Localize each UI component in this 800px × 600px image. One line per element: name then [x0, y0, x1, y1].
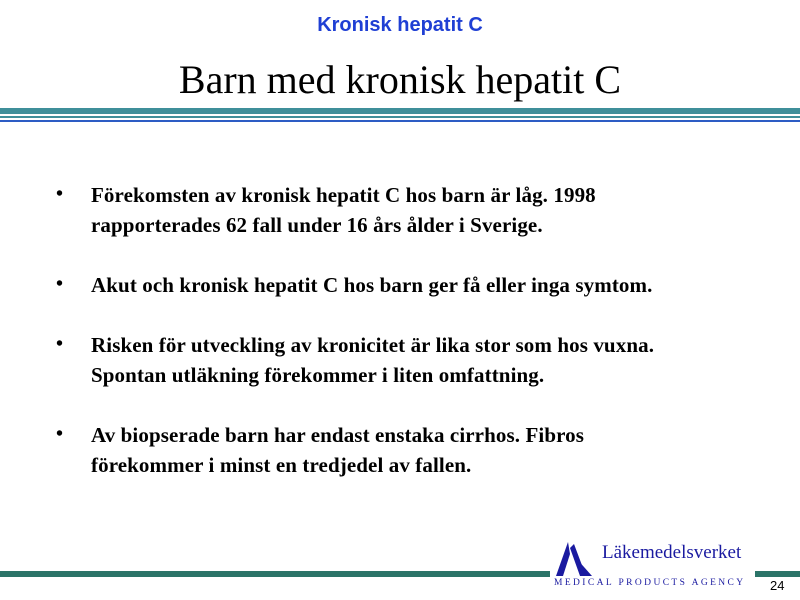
bullet-line: Förekomsten av kronisk hepatit C hos barn är låg. 1998 — [91, 183, 596, 207]
bullet-item — [56, 420, 756, 480]
bullet-item — [56, 270, 756, 300]
page-number: 24 — [770, 578, 785, 593]
bullet-item — [56, 180, 756, 240]
bullet-icon: • — [56, 183, 64, 205]
agency-logo-icon — [554, 540, 594, 580]
logo-subtitle: MEDICAL PRODUCTS AGENCY — [554, 578, 746, 588]
slide-topic: Kronisk hepatit C — [317, 14, 483, 36]
agency-logo — [550, 540, 755, 594]
bullet-line: Risken för utveckling av kronicitet är lika stor som hos vuxna. — [91, 333, 655, 357]
bullet-icon: • — [56, 273, 64, 295]
bullet-icon: • — [56, 333, 64, 355]
bullet-line: Spontan utläkning förekommer i liten omfattning. — [91, 363, 545, 387]
title-divider-thick — [0, 108, 800, 114]
bullet-line: förekommer i minst en tredjedel av fallen. — [91, 453, 472, 477]
bullet-icon: • — [56, 423, 64, 445]
title-divider-blue — [0, 120, 800, 122]
bullet-line: Akut och kronisk hepatit C hos barn ger få eller inga symtom. — [91, 273, 653, 297]
bullet-item — [56, 330, 756, 390]
logo-name: Läkemedelsverket — [602, 542, 742, 563]
bullet-line: rapporterades 62 fall under 16 års ålder i Sverige. — [91, 213, 543, 237]
bullet-list — [56, 180, 756, 510]
slide-title: Barn med kronisk hepatit C — [178, 57, 622, 102]
bullet-line: Av biopserade barn har endast enstaka cirrhos. Fibros — [91, 423, 585, 447]
title-divider-thin — [0, 116, 800, 118]
